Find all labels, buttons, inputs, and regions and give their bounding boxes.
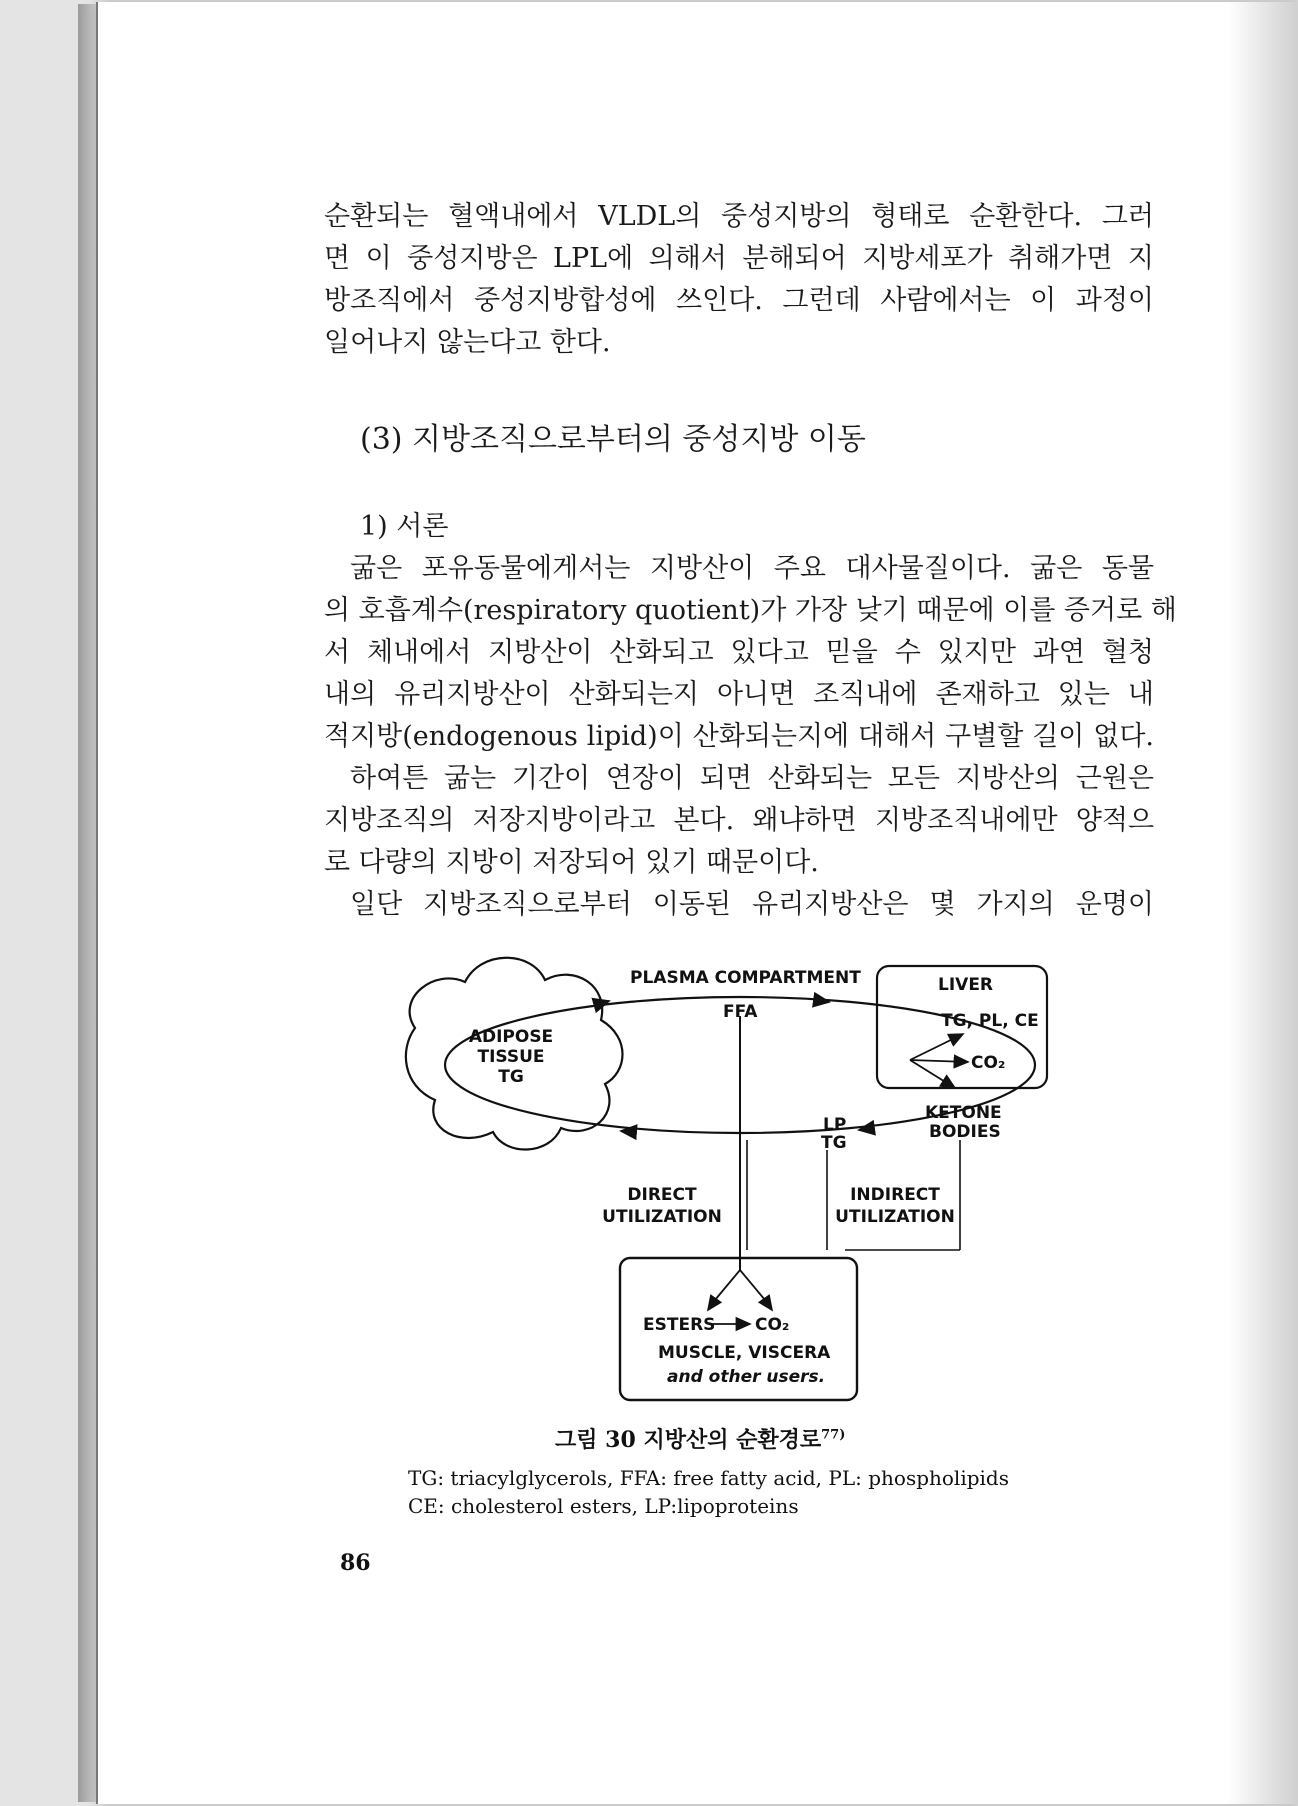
paragraph-1-line: 방조직에서 중성지방합성에 쓰인다. 그런데 사람에서는 이 과정이 xyxy=(324,285,1154,316)
paragraph-2-line: 하여튼 굶는 기간이 연장이 되면 산화되는 모든 지방산의 근원은 xyxy=(350,763,1154,794)
muscle-viscera-label: MUSCLE, VISCERA xyxy=(658,1343,831,1363)
adipose-label-3: TG xyxy=(498,1067,524,1087)
figure-caption-ref: 77) xyxy=(821,1427,846,1443)
liver-products-label: TG, PL, CE xyxy=(941,1011,1039,1031)
direct-label-1: DIRECT xyxy=(627,1185,697,1205)
figure-caption-text: 그림 30 지방산의 순환경로 xyxy=(555,1427,822,1453)
tg-label: TG xyxy=(821,1133,847,1153)
plasma-compartment-label: PLASMA COMPARTMENT xyxy=(630,968,861,988)
adipose-label-2: TISSUE xyxy=(477,1047,545,1067)
liver-to-ketone-arrow xyxy=(910,1060,955,1088)
diagram-svg xyxy=(395,950,1075,1410)
to-esters-arrow xyxy=(708,1300,715,1310)
lp-label: LP xyxy=(823,1115,847,1135)
paragraph-1-line: 면 이 중성지방은 LPL에 의해서 분해되어 지방세포가 취해가면 지 xyxy=(324,243,1154,274)
figure-caption-title xyxy=(555,1423,845,1454)
users-branch-line xyxy=(715,1270,740,1300)
paragraph-2-line: 일단 지방조직으로부터 이동된 유리지방산은 몇 가지의 운명이 xyxy=(350,889,1154,920)
figure-caption-line-1: TG: triacylglycerols, FFA: free fatty acid, PL: phospholipids xyxy=(408,1466,1009,1490)
liver-to-products-arrow xyxy=(910,1034,963,1060)
ffa-label: FFA xyxy=(723,1002,758,1022)
paragraph-1 xyxy=(324,196,1154,364)
liver-co2-label: CO₂ xyxy=(971,1053,1006,1073)
liver-label: LIVER xyxy=(938,975,994,995)
ketone-label-1: KETONE xyxy=(925,1103,1002,1123)
direct-label-2: UTILIZATION xyxy=(602,1207,722,1227)
liver-to-co2-arrow xyxy=(910,1060,968,1062)
to-co2-arrow xyxy=(765,1300,772,1310)
adipose-label-1: ADIPOSE xyxy=(468,1027,554,1047)
figure-caption-line-2: CE: cholesterol esters, LP:lipoproteins xyxy=(408,1494,799,1518)
other-users-label: and other users. xyxy=(667,1367,826,1387)
paragraph-1-line: 일어나지 않는다고 한다. xyxy=(324,327,611,358)
paragraph-1-line: 순환되는 혈액내에서 VLDL의 중성지방의 형태로 순환한다. 그러 xyxy=(324,201,1154,232)
section-heading: (3) 지방조직으로부터의 중성지방 이동 xyxy=(360,422,866,457)
fatty-acid-circulation-diagram xyxy=(395,950,1075,1410)
paragraph-2-line: 적지방(endogenous lipid)이 산화되는지에 대해서 구별할 길이 없다. xyxy=(324,721,1154,752)
paragraph-2-line: 서 체내에서 지방산이 산화되고 있다고 믿을 수 있지만 과연 혈청 xyxy=(324,637,1154,668)
subsection-heading: 1) 서론 xyxy=(360,511,449,542)
indirect-label-2: UTILIZATION xyxy=(835,1207,955,1227)
tg-to-adipose-arrow xyxy=(621,1131,635,1132)
paragraph-2-line: 로 다량의 지방이 저장되어 있기 때문이다. xyxy=(324,847,819,878)
paragraph-2-line: 내의 유리지방산이 산화되는지 아니면 조직내에 존재하고 있는 내 xyxy=(324,679,1154,710)
ketone-label-2: BODIES xyxy=(929,1122,1001,1142)
page-fold-shading xyxy=(1228,2,1298,1804)
lower-co2-label: CO₂ xyxy=(755,1315,790,1335)
paragraph-2 xyxy=(324,548,1177,926)
paragraph-2-line: 지방조직의 저장지방이라고 본다. 왜냐하면 지방조직내에만 양적으 xyxy=(324,805,1154,836)
users-branch-line xyxy=(740,1270,765,1300)
indirect-label-1: INDIRECT xyxy=(850,1185,940,1205)
paragraph-2-line: 굶은 포유동물에게서는 지방산이 주요 대사물질이다. 굶은 동물 xyxy=(350,553,1154,584)
page-number: 86 xyxy=(340,1550,371,1576)
paragraph-2-line: 의 호흡계수(respiratory quotient)가 가장 낮기 때문에 이를 증거로 해 xyxy=(324,595,1177,626)
esters-label: ESTERS xyxy=(643,1315,716,1335)
